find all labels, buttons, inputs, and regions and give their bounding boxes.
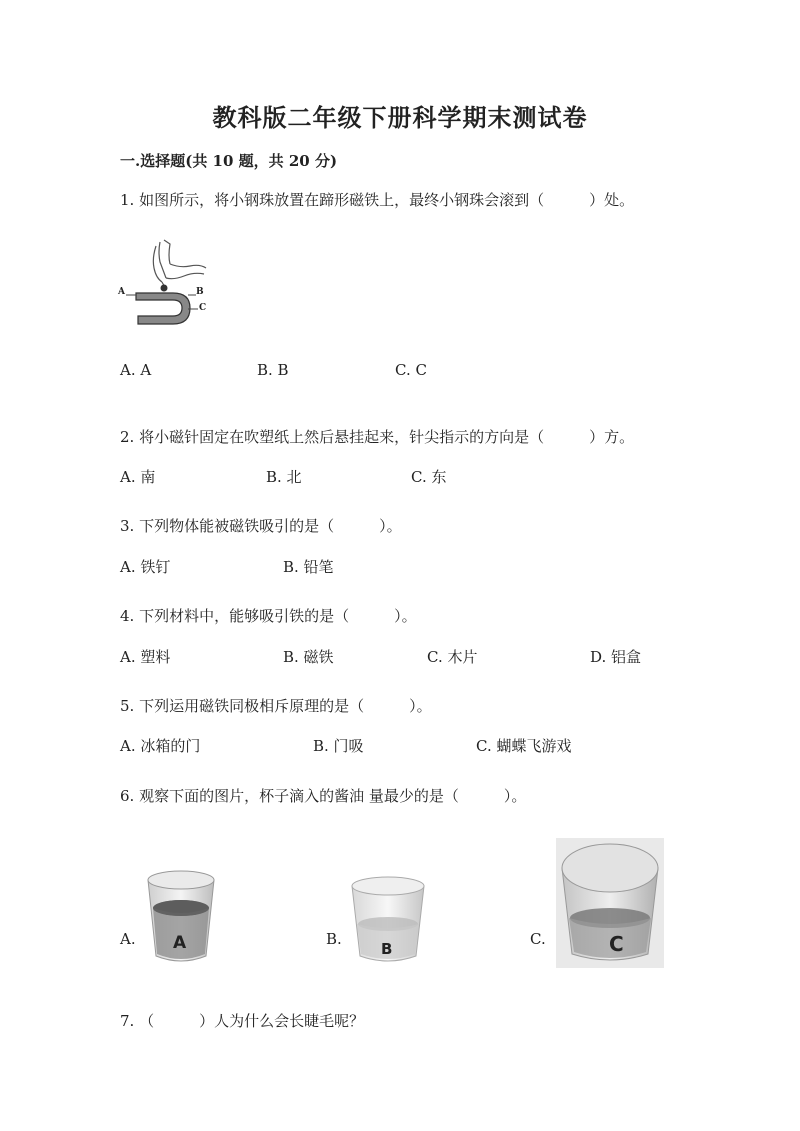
cup-a-label: A bbox=[173, 933, 187, 953]
cup-b-label: B bbox=[381, 940, 393, 958]
q5-option-b[interactable]: B. 门吸 bbox=[313, 737, 364, 755]
page-title: 教科版二年级下册科学期末测试卷 bbox=[212, 103, 588, 132]
q5-option-a[interactable]: A. 冰箱的门 bbox=[120, 737, 201, 755]
steel-ball bbox=[161, 285, 168, 292]
question-7: 7. （ ）人为什么会长睫毛呢？ bbox=[120, 1012, 365, 1030]
question-4: 4. 下列材料中，能够吸引铁的是（ ）。 bbox=[120, 607, 417, 625]
q1-option-c[interactable]: C. C bbox=[395, 361, 427, 379]
q3-option-b[interactable]: B. 铅笔 bbox=[283, 558, 334, 576]
section-heading: 一.选择题(共 10 题，共 20 分) bbox=[120, 152, 338, 170]
question-1: 1. 如图所示，将小钢珠放置在蹄形磁铁上，最终小钢珠会滚到（ ）处。 bbox=[120, 191, 635, 209]
q4-option-a[interactable]: A. 塑料 bbox=[120, 648, 171, 666]
hand-illustration bbox=[153, 240, 206, 288]
horseshoe-magnet-figure bbox=[118, 238, 218, 333]
question-2: 2. 将小磁针固定在吹塑纸上然后悬挂起来，针尖指示的方向是（ ）方。 bbox=[120, 428, 635, 446]
question-5: 5. 下列运用磁铁同极相斥原理的是（ ）。 bbox=[120, 697, 432, 715]
question-6: 6. 观察下面的图片，杯子滴入的酱油 量最少的是（ ）。 bbox=[120, 787, 527, 805]
q6-option-c[interactable]: C. bbox=[530, 930, 546, 948]
q4-option-b[interactable]: B. 磁铁 bbox=[283, 648, 334, 666]
q6-option-a[interactable]: A. bbox=[120, 930, 136, 948]
q2-option-a[interactable]: A. 南 bbox=[120, 468, 156, 486]
figure-label-b: B bbox=[196, 287, 204, 297]
q5-option-c[interactable]: C. 蝴蝶飞游戏 bbox=[476, 737, 572, 755]
q6-option-b[interactable]: B. bbox=[326, 930, 342, 948]
figure-label-c: C bbox=[199, 303, 207, 313]
cup-c-label: C bbox=[609, 932, 624, 956]
question-3: 3. 下列物体能被磁铁吸引的是（ ）。 bbox=[120, 517, 402, 535]
q2-option-b[interactable]: B. 北 bbox=[266, 468, 302, 486]
q2-option-c[interactable]: C. 东 bbox=[411, 468, 447, 486]
q1-option-a[interactable]: A. A bbox=[120, 361, 152, 379]
figure-label-a: A bbox=[118, 287, 125, 297]
q4-option-c[interactable]: C. 木片 bbox=[427, 648, 478, 666]
q4-option-d[interactable]: D. 铝盒 bbox=[590, 648, 642, 666]
horseshoe-magnet bbox=[136, 293, 190, 324]
q3-option-a[interactable]: A. 铁钉 bbox=[120, 558, 171, 576]
q1-option-b[interactable]: B. B bbox=[257, 361, 289, 379]
